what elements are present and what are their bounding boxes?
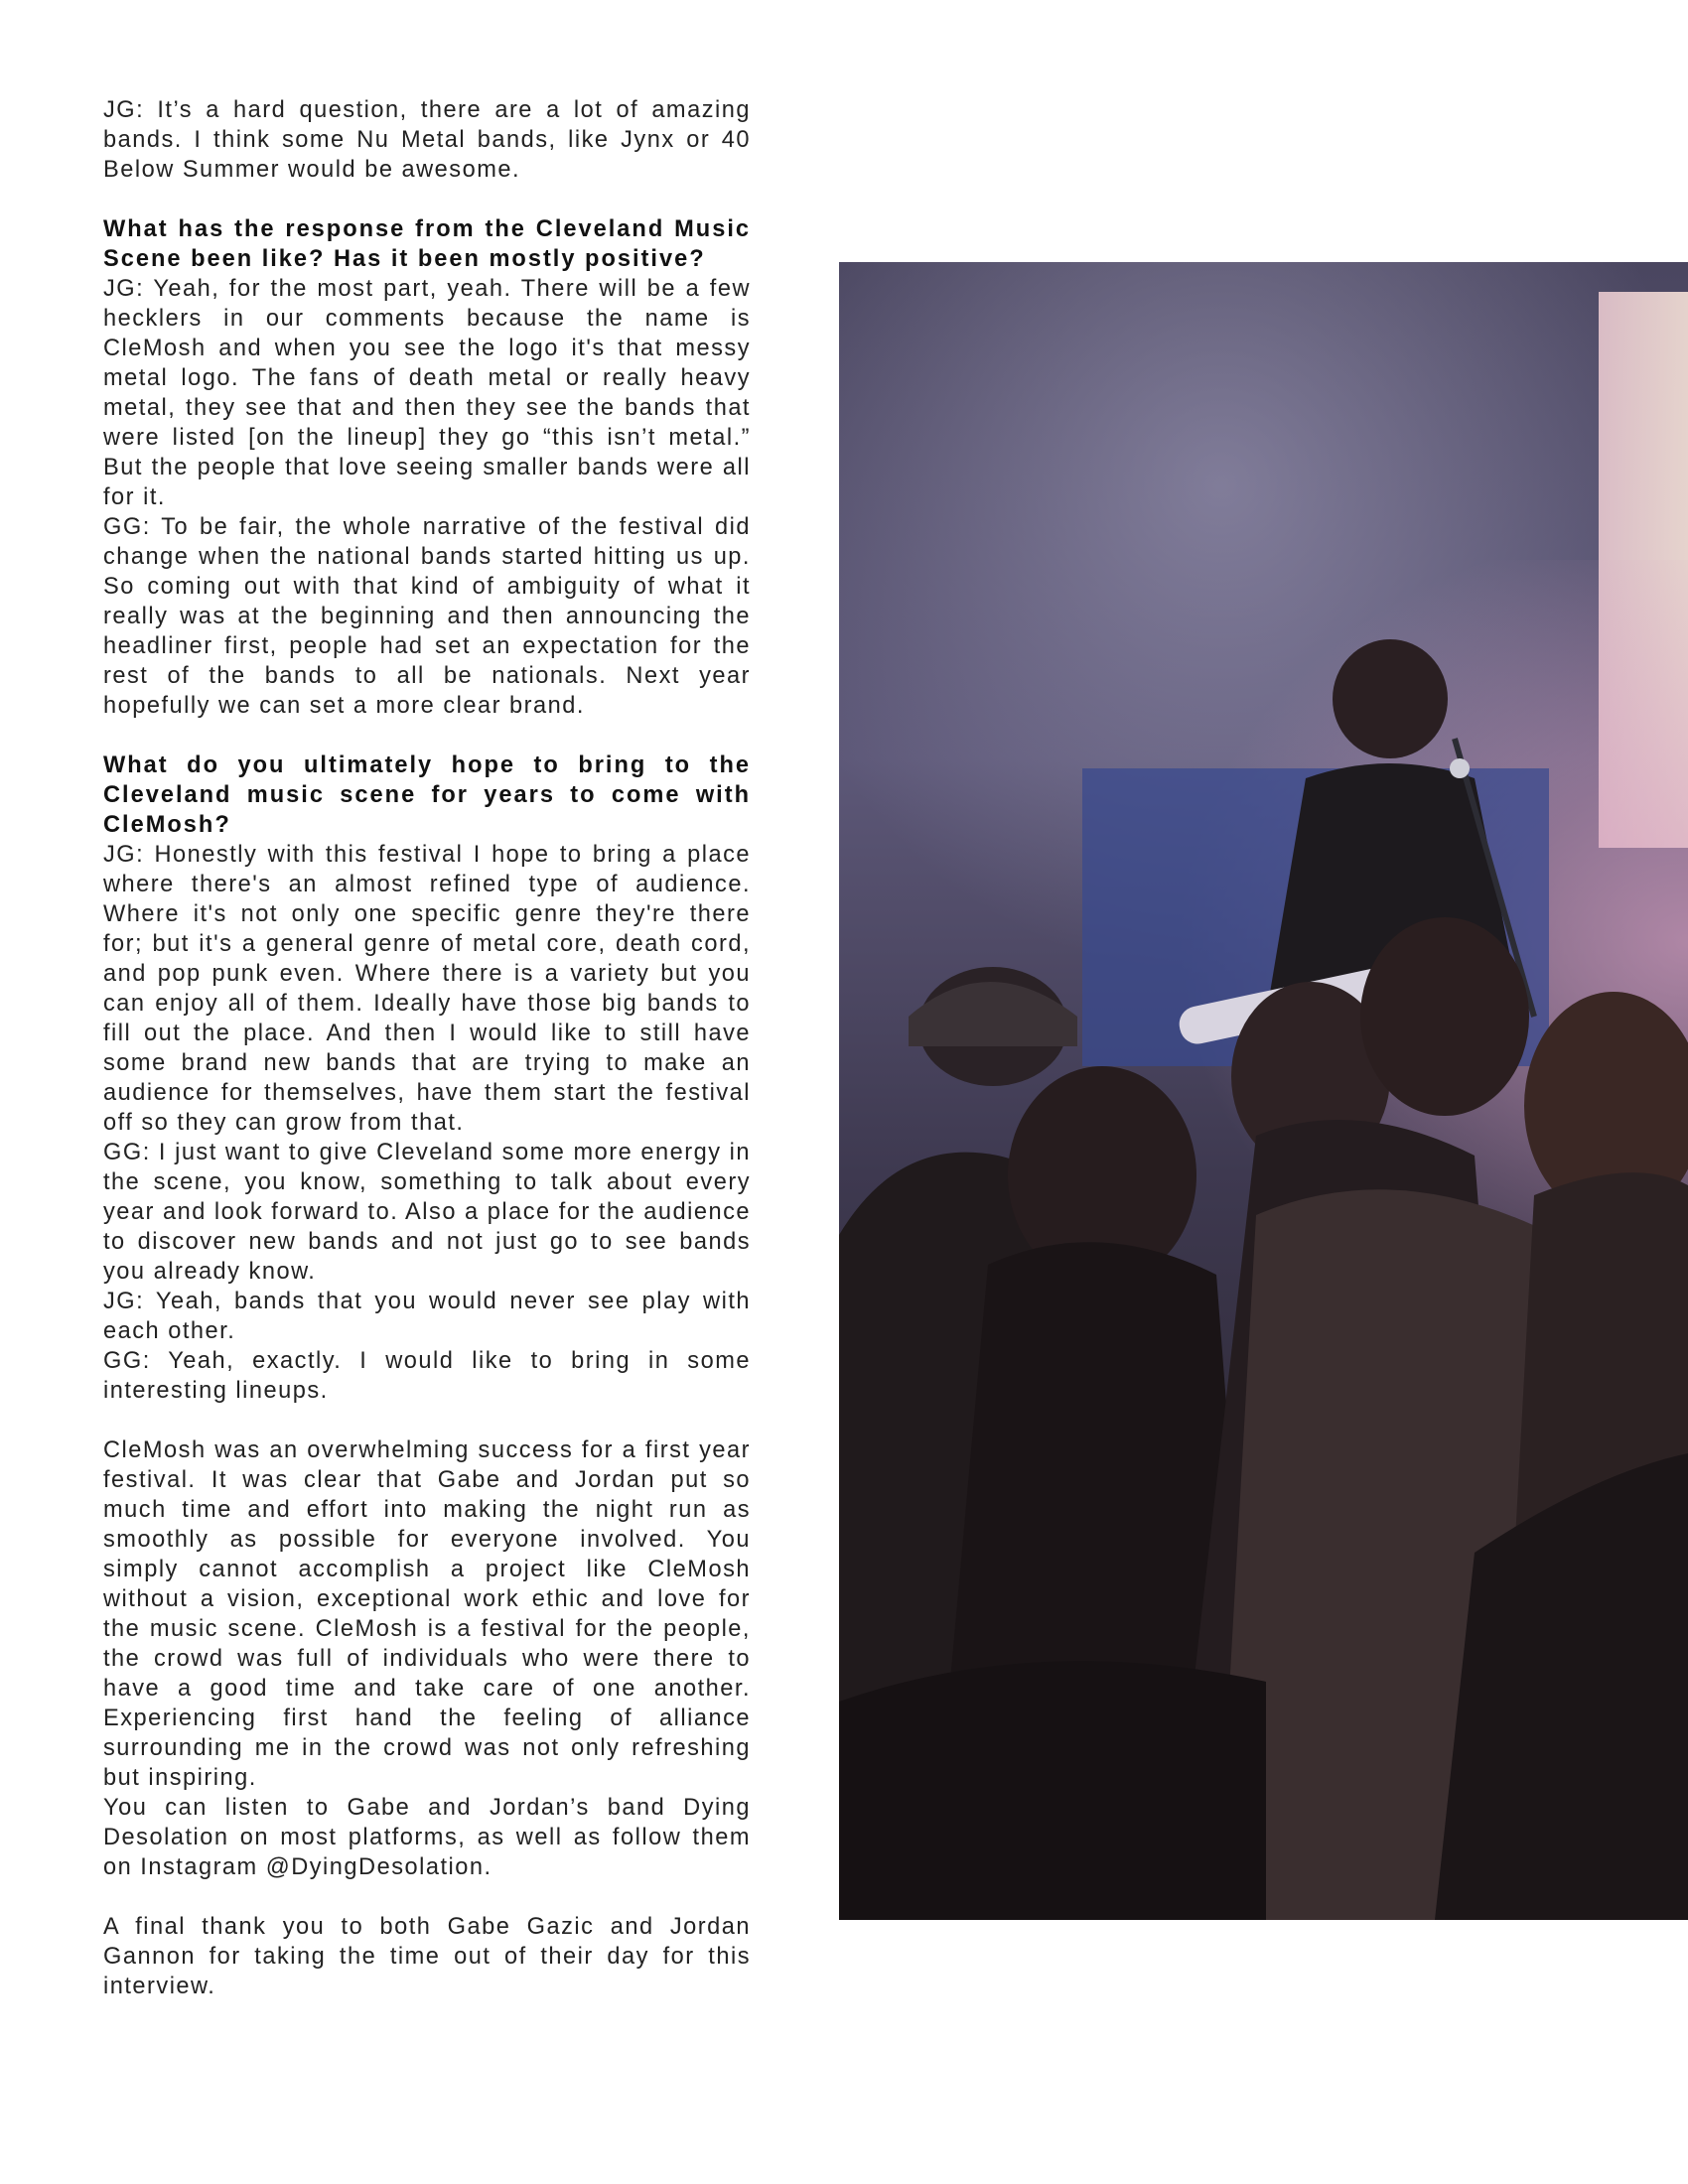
answer-paragraph: JG: Honestly with this festival I hope to bring a place where there's an almost refined type of audience. Where it's not only one specific genre they're there for; but it's a general genre of metal core, death cord, and pop punk even. Where there is a variety but you can enjoy all of them. Ideally have those big bands to fill out the place. And then I would like to still have some brand new bands that are trying to make an audience for themselves, have them start the festival off so they can grow from that. bbox=[103, 842, 751, 1136]
answer-paragraph: GG: Yeah, exactly. I would like to bring in some interesting lineups. bbox=[103, 1348, 751, 1404]
concert-photo-illustration bbox=[839, 262, 1688, 1920]
concert-crowd-photo bbox=[839, 262, 1688, 1920]
interview-question: What has the response from the Cleveland Music Scene been like? Has it been mostly positive? bbox=[103, 216, 751, 272]
thank-you-paragraph: A final thank you to both Gabe Gazic and Jordan Gannon for taking the time out of their day for this interview. bbox=[103, 1914, 751, 1999]
answer-paragraph: JG: It’s a hard question, there are a lot of amazing bands. I think some Nu Metal bands, like Jynx or 40 Below Summer would be awesome. bbox=[103, 97, 751, 183]
answer-paragraph: JG: Yeah, for the most part, yeah. There will be a few hecklers in our comments because the name is CleMosh and when you see the logo it's that messy metal logo. The fans of death metal or really heavy metal, they see that and then they see the bands that were listed [on the lineup] they go “this isn’t metal.” But the people that love seeing smaller bands were all for it. bbox=[103, 276, 751, 510]
article-text-column bbox=[103, 95, 751, 2001]
closing-paragraph: You can listen to Gabe and Jordan’s band Dying Desolation on most platforms, as well as follow them on Instagram @DyingDesolation. bbox=[103, 1795, 751, 1880]
closing-paragraph: CleMosh was an overwhelming success for a first year festival. It was clear that Gabe and Jordan put so much time and effort into making the night run as smoothly as possible for everyone involved. You simply cannot accomplish a project like CleMosh without a vision, exceptional work ethic and love for the music scene. CleMosh is a festival for the people, the crowd was full of individuals who were there to have a good time and take care of one another. Experiencing first hand the feeling of alliance surrounding me in the crowd was not only refreshing but inspiring. bbox=[103, 1437, 751, 1791]
answer-paragraph: GG: To be fair, the whole narrative of the festival did change when the national bands started hitting us up. So coming out with that kind of ambiguity of what it really was at the beginning and then announcing the headliner first, people had set an expectation for the rest of the bands to all be nationals. Next year hopefully we can set a more clear brand. bbox=[103, 514, 751, 719]
interview-question: What do you ultimately hope to bring to the Cleveland music scene for years to come with CleMosh? bbox=[103, 752, 751, 838]
answer-paragraph: JG: Yeah, bands that you would never see play with each other. bbox=[103, 1289, 751, 1344]
answer-paragraph: GG: I just want to give Cleveland some more energy in the scene, you know, something to talk about every year and look forward to. Also a place for the audience to discover new bands and not just go to see bands you already know. bbox=[103, 1140, 751, 1285]
